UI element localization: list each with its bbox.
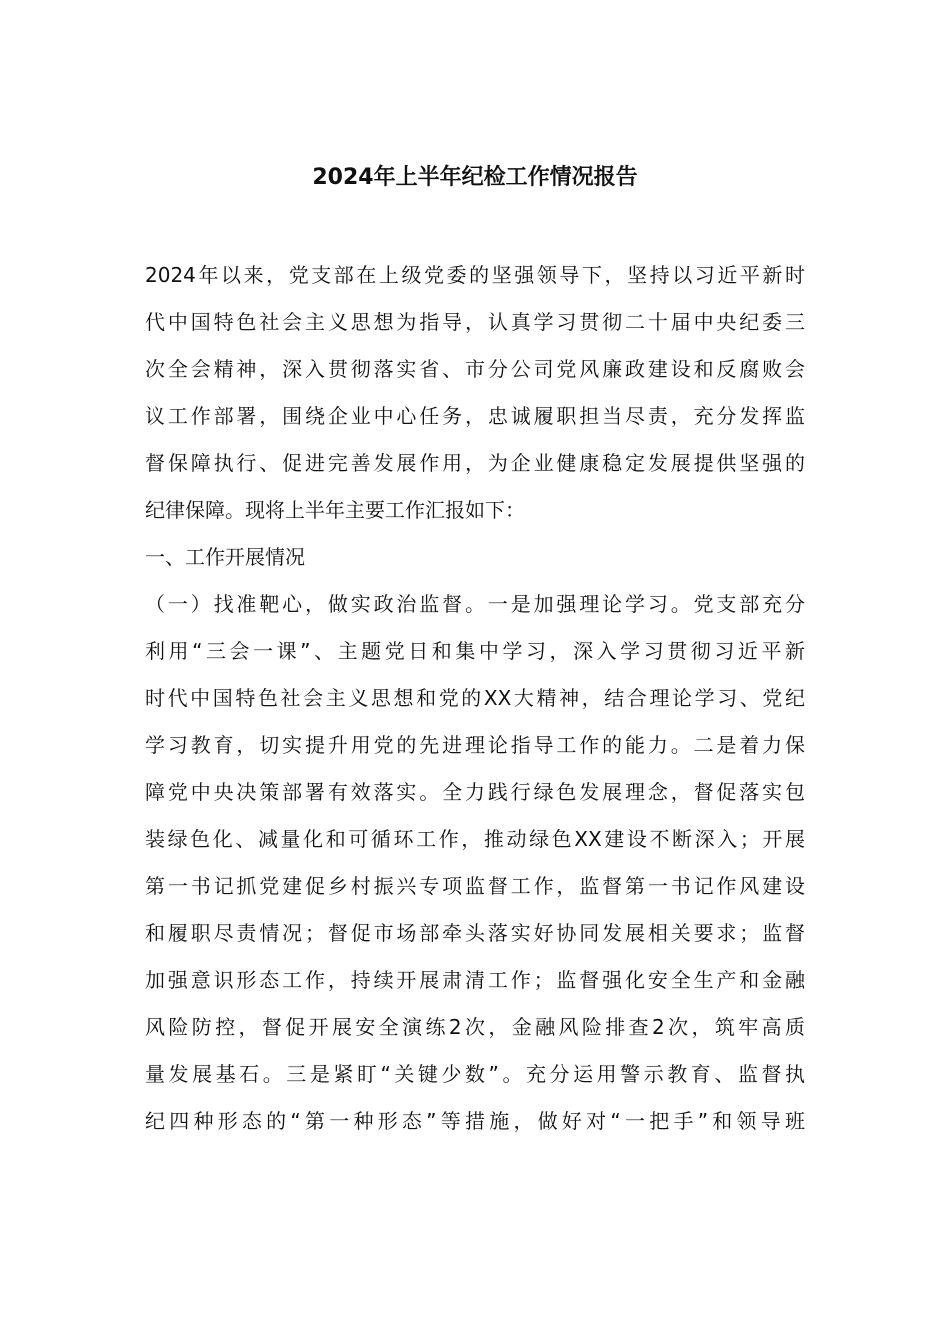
body-line: 装绿色化、减量化和可循环工作，推动绿色XX建设不断深入；开展 xyxy=(145,827,805,851)
body-line: 利用“三会一课”、主题党日和集中学习，深入学习贯彻习近平新 xyxy=(145,639,805,663)
body-line: 次全会精神，深入贯彻落实省、市分公司党风廉政建设和反腐败会 xyxy=(145,357,805,381)
body-line: 督保障执行、促进完善发展作用，为企业健康稳定发展提供坚强的 xyxy=(145,451,805,475)
body-line: 和履职尽责情况；督促市场部牵头落实好协同发展相关要求；监督 xyxy=(145,921,805,945)
section-heading: 一、工作开展情况 xyxy=(145,545,305,569)
body-line: 学习教育，切实提升用党的先进理论指导工作的能力。二是着力保 xyxy=(145,733,805,757)
body-line: 时代中国特色社会主义思想和党的XX大精神，结合理论学习、党纪 xyxy=(145,686,805,710)
body-line: 代中国特色社会主义思想为指导，认真学习贯彻二十届中央纪委三 xyxy=(145,310,805,334)
body-line: 加强意识形态工作，持续开展肃清工作；监督强化安全生产和金融 xyxy=(145,968,805,992)
body-line: 第一书记抓党建促乡村振兴专项监督工作，监督第一书记作风建设 xyxy=(145,874,805,898)
body-line: 议工作部署，围绕企业中心任务，忠诚履职担当尽责，充分发挥监 xyxy=(145,404,805,428)
document-title: 2024年上半年纪检工作情况报告 xyxy=(312,165,638,190)
document-body xyxy=(145,252,805,1145)
body-line: （一）找准靶心，做实政治监督。一是加强理论学习。党支部充分 xyxy=(145,592,805,616)
body-line: 2024年以来，党支部在上级党委的坚强领导下，坚持以习近平新时 xyxy=(145,263,805,287)
body-line: 量发展基石。三是紧盯“关键少数”。充分运用警示教育、监督执 xyxy=(145,1062,805,1086)
body-line: 风险防控，督促开展安全演练2次，金融风险排查2次，筑牢高质 xyxy=(145,1015,805,1039)
body-line: 纪四种形态的“第一种形态”等措施，做好对“一把手”和领导班 xyxy=(145,1109,805,1133)
body-line: 纪律保障。现将上半年主要工作汇报如下： xyxy=(145,498,525,522)
body-line: 障党中央决策部署有效落实。全力践行绿色发展理念，督促落实包 xyxy=(145,780,805,804)
